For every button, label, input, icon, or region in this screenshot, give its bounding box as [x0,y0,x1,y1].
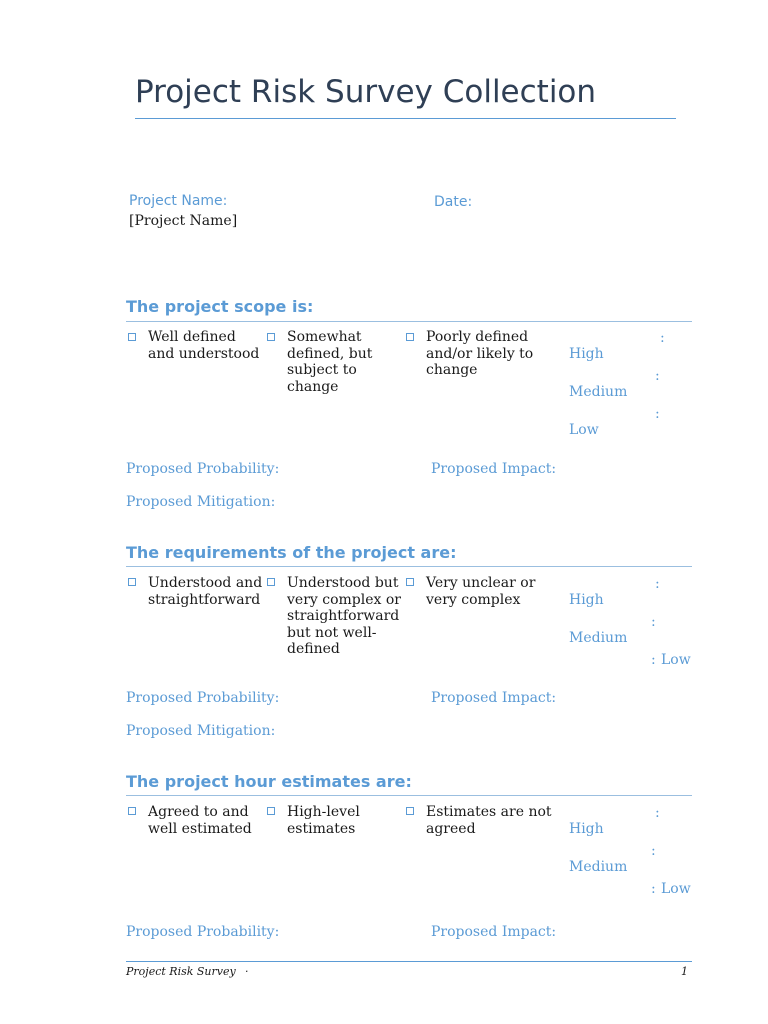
proposed-mitigation-label: Proposed Mitigation: [126,494,276,510]
option-checkbox[interactable] [128,807,136,815]
rating-colon: : [651,881,656,897]
rating-colon: : [651,843,656,859]
option-checkbox[interactable] [406,578,414,586]
document-title: Project Risk Survey Collection [135,74,597,110]
section-rule [126,321,692,322]
option-checkbox[interactable] [128,333,136,341]
footer-text: Project Risk Survey [126,965,236,978]
option-label: Well defined and understood [148,329,260,362]
section-heading: The project hour estimates are: [126,772,412,791]
option-checkbox[interactable] [267,807,275,815]
section-rule [126,566,692,567]
section-rule [126,795,692,796]
proposed-mitigation-label: Proposed Mitigation: [126,723,276,739]
project-name-label: Project Name: [129,193,228,209]
page-number: 1 [681,965,688,978]
rating-colon: : [651,652,656,668]
date-label: Date: [434,194,473,210]
title-underline [135,118,676,119]
rating-colon: : [651,614,656,630]
proposed-impact-label: Proposed Impact: [431,690,557,706]
proposed-probability-label: Proposed Probability: [126,924,280,940]
option-label: High-level estimates [287,804,360,837]
rating-colon: : [655,805,660,821]
rating-colon: : [660,330,665,346]
rating-low: Low [661,881,691,897]
option-label: Understood and straightforward [148,575,263,608]
option-checkbox[interactable] [406,807,414,815]
rating-high: High [569,821,604,837]
rating-colon: : [655,576,660,592]
option-label: Estimates are not agreed [426,804,552,837]
rating-colon: : [655,406,660,422]
proposed-probability-label: Proposed Probability: [126,690,280,706]
option-label: Somewhat defined, but subject to change [287,329,373,395]
rating-high: High [569,346,604,362]
project-name-field[interactable]: [Project Name] [129,213,238,229]
option-label: Very unclear or very complex [426,575,536,608]
rating-medium: Medium [569,384,628,400]
rating-low: Low [569,422,599,438]
rating-medium: Medium [569,630,628,646]
section-heading: The requirements of the project are: [126,543,457,562]
option-label: Poorly defined and/or likely to change [426,329,534,378]
section-heading: The project scope is: [126,297,314,316]
option-checkbox[interactable] [267,578,275,586]
option-label: Agreed to and well estimated [148,804,252,837]
option-checkbox[interactable] [267,333,275,341]
option-checkbox[interactable] [128,578,136,586]
rating-medium: Medium [569,859,628,875]
option-label: Understood but very complex or straightforward but not well-defined [287,575,401,657]
rating-low: Low [661,652,691,668]
proposed-impact-label: Proposed Impact: [431,924,557,940]
footer-rule [126,961,692,962]
option-checkbox[interactable] [406,333,414,341]
rating-high: High [569,592,604,608]
rating-colon: : [655,368,660,384]
proposed-probability-label: Proposed Probability: [126,461,280,477]
proposed-impact-label: Proposed Impact: [431,461,557,477]
footer-separator: · [245,965,249,978]
